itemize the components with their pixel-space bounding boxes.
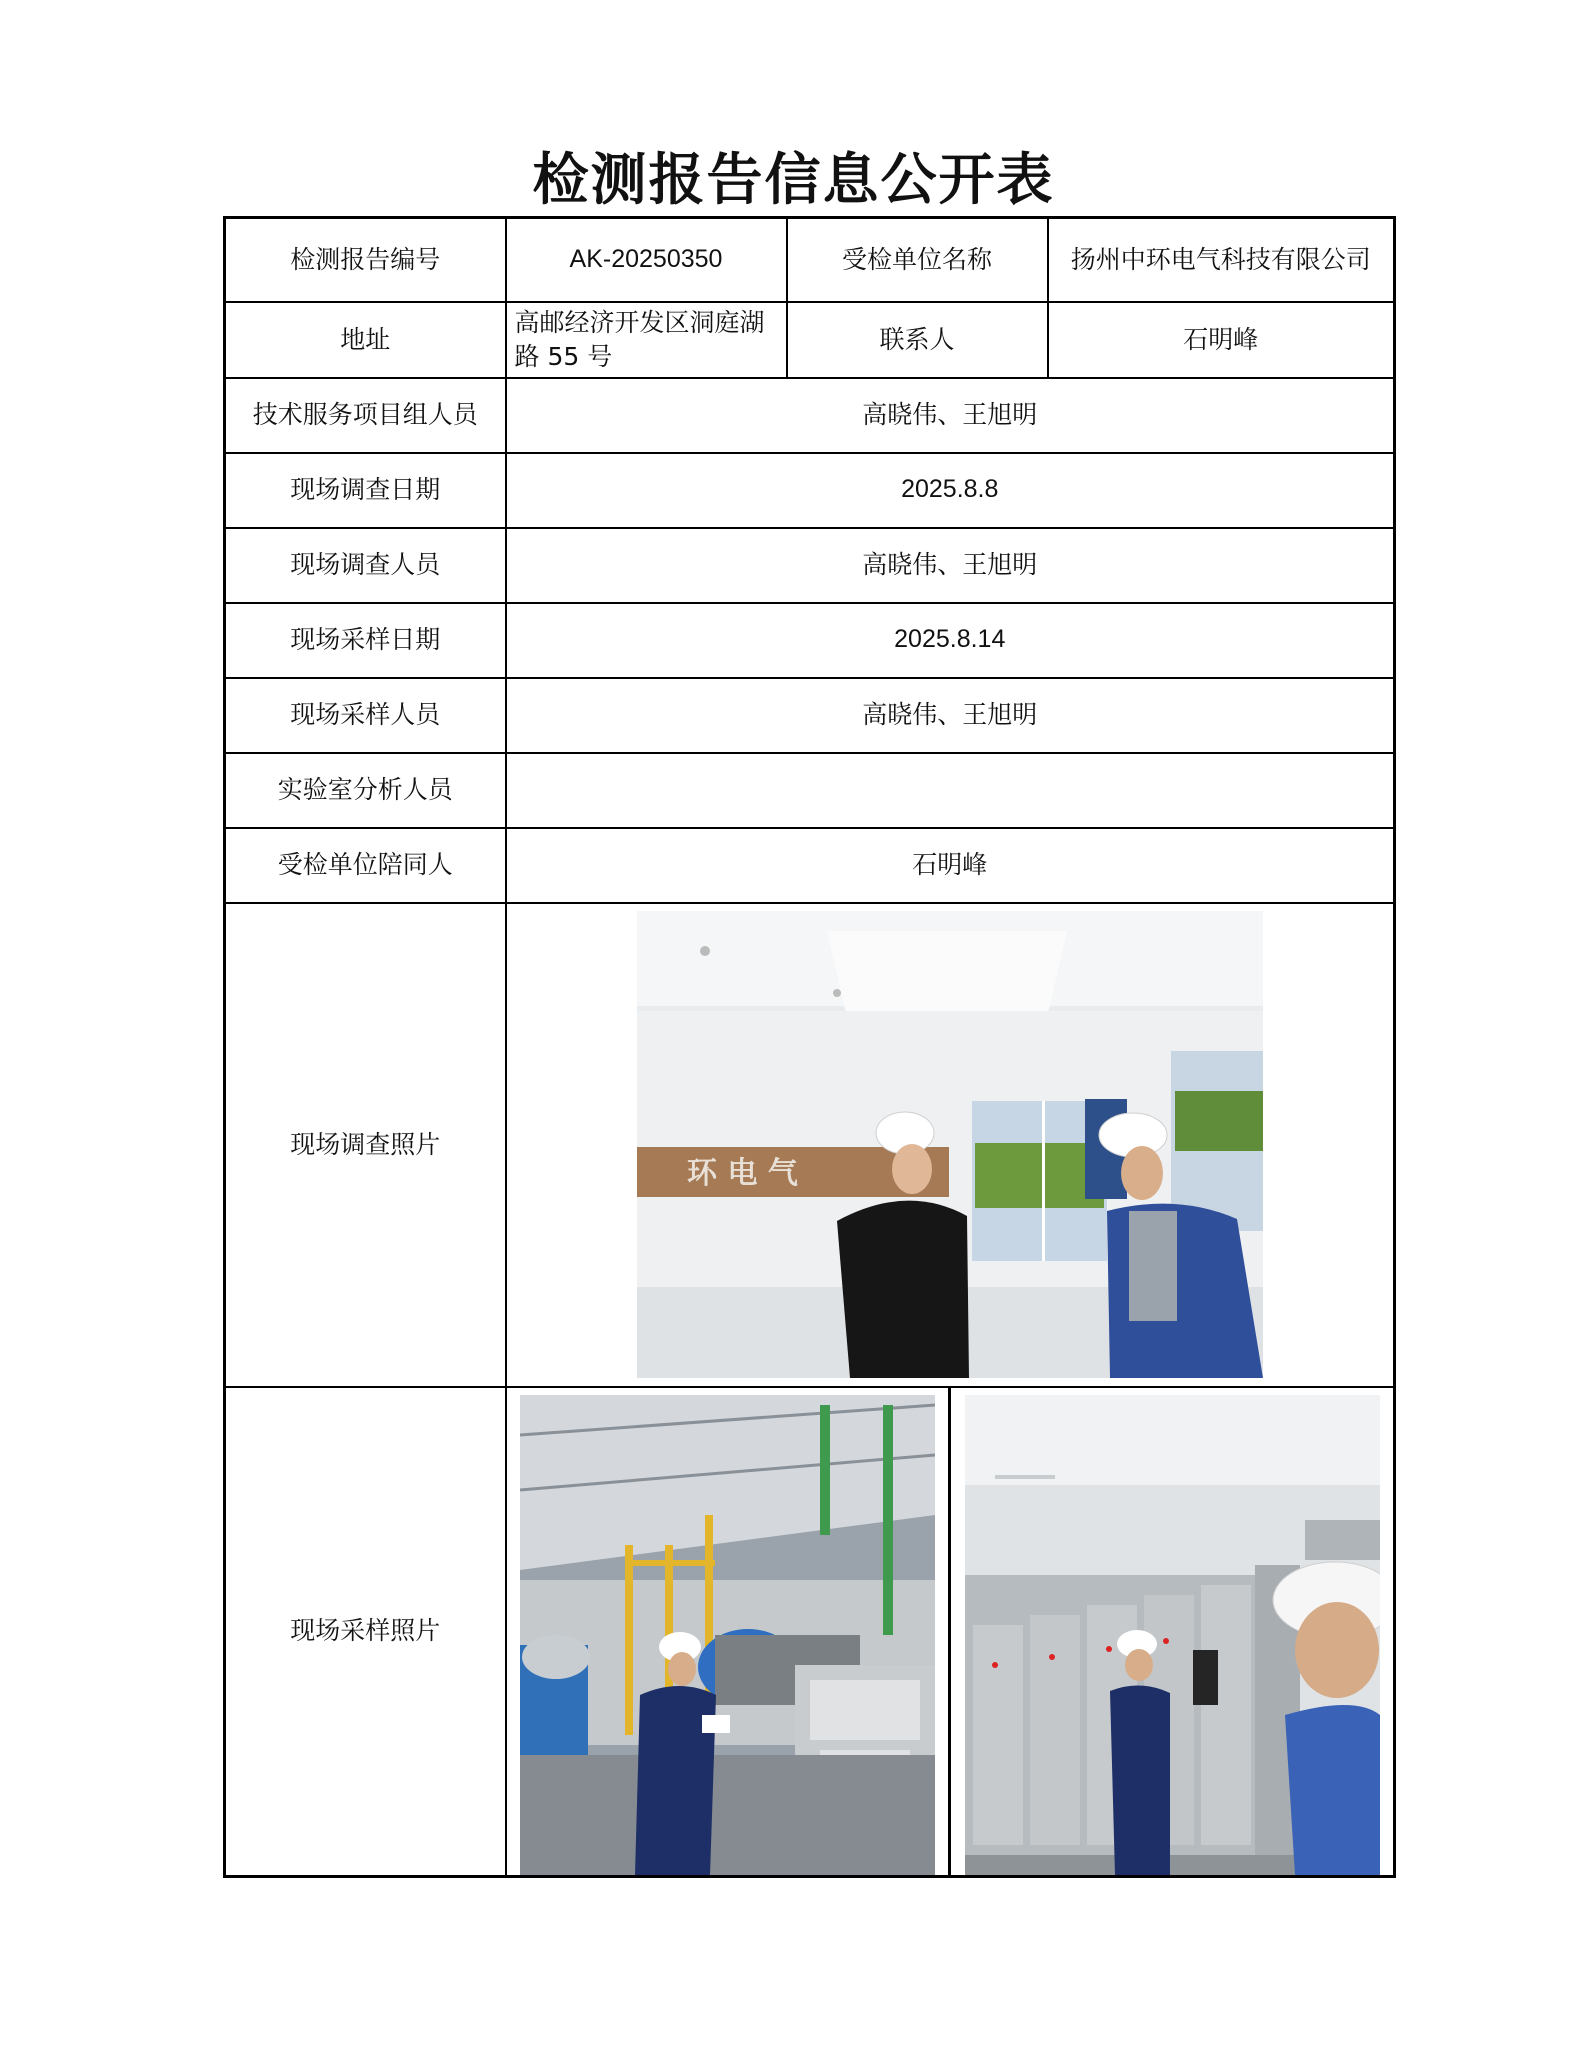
sampling-photo-right	[965, 1395, 1380, 1875]
table-row	[225, 603, 1395, 678]
table-row	[225, 218, 1395, 302]
sampling-date-label: 现场采样日期	[225, 603, 506, 678]
survey-staff-label: 现场调查人员	[225, 528, 506, 603]
table-row	[225, 1387, 1395, 1877]
table-row	[225, 302, 1395, 378]
survey-photo-label: 现场调查照片	[225, 903, 506, 1387]
survey-date-label: 现场调查日期	[225, 453, 506, 528]
unit-name-label: 受检单位名称	[787, 218, 1048, 302]
lab-staff-label: 实验室分析人员	[225, 753, 506, 828]
report-no-value: AK-20250350	[506, 218, 787, 302]
report-info-table	[223, 216, 1396, 1878]
wall-sign-text: 环 电 气	[686, 1156, 798, 1191]
table-row	[225, 378, 1395, 453]
lab-staff-value	[506, 753, 1395, 828]
survey-staff-value: 高晓伟、王旭明	[506, 528, 1395, 603]
unit-name-value: 扬州中环电气科技有限公司	[1048, 218, 1395, 302]
sampling-date-value: 2025.8.14	[506, 603, 1395, 678]
escort-label: 受检单位陪同人	[225, 828, 506, 903]
sampling-photo-label: 现场采样照片	[225, 1387, 506, 1877]
team-label: 技术服务项目组人员	[225, 378, 506, 453]
table-row	[225, 678, 1395, 753]
survey-photo	[637, 911, 1263, 1378]
address-label: 地址	[225, 302, 506, 378]
team-value: 高晓伟、王旭明	[506, 378, 1395, 453]
table-row	[225, 753, 1395, 828]
sampling-photo-cell	[506, 1387, 1395, 1877]
sampling-staff-label: 现场采样人员	[225, 678, 506, 753]
survey-date-value: 2025.8.8	[506, 453, 1395, 528]
sampling-staff-value: 高晓伟、王旭明	[506, 678, 1395, 753]
escort-value: 石明峰	[506, 828, 1395, 903]
table-row	[225, 528, 1395, 603]
report-no-label: 检测报告编号	[225, 218, 506, 302]
contact-value: 石明峰	[1048, 302, 1395, 378]
sampling-photo-left	[520, 1395, 935, 1875]
address-value: 高邮经济开发区洞庭湖路 55 号	[506, 302, 787, 378]
survey-photo-cell	[506, 903, 1395, 1387]
table-row	[225, 828, 1395, 903]
contact-label: 联系人	[787, 302, 1048, 378]
page-title: 检测报告信息公开表	[532, 147, 1055, 213]
table-row	[225, 903, 1395, 1387]
table-row	[225, 453, 1395, 528]
